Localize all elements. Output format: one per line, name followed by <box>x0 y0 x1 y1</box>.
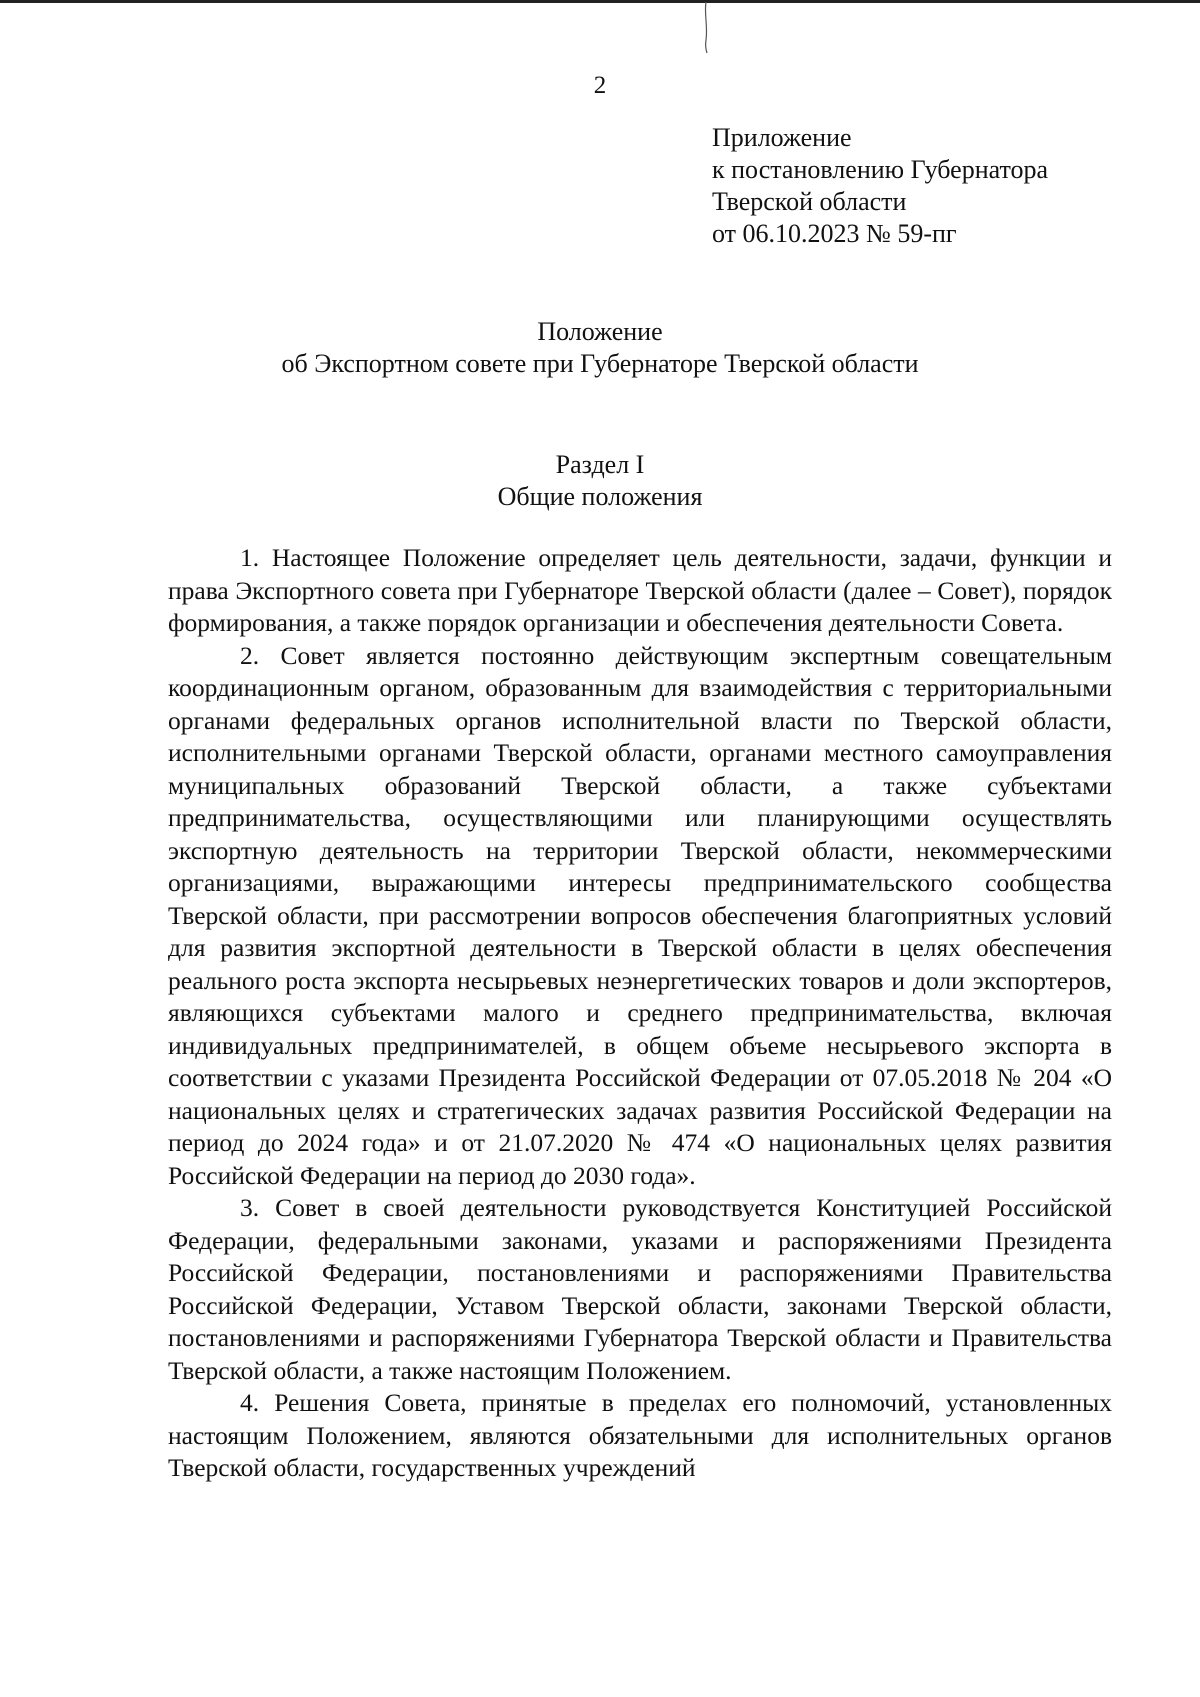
scan-artifact-mark <box>703 0 709 54</box>
paragraph: 3. Совет в своей деятельности руководствуется Конституцией Российской Федерации, федеральными законами, указами и распоряжениями Президента Российской Федерации, постановлениями и распоряжениями Правительства Российской Федерации, Уставом Тверской области, законами Тверской области, постановлениями и распоряжениями Губернатора Тверской области и Правительства Тверской области, а также настоящим Положением. <box>168 1193 1112 1385</box>
appendix-line: от 06.10.2023 № 59-пг <box>712 219 957 248</box>
section-heading <box>0 449 1200 513</box>
appendix-line: к постановлению Губернатора <box>712 155 1049 184</box>
paragraph: 2. Совет является постоянно действующим экспертным совещательным координационным органом, образованным для взаимодействия с территориальными органами федеральных органов исполнительной власти по Тверской области, исполнительными органами Тверской области, органами местного самоуправления муниципальных образований Тверской области, а также субъектами предпринимательства, осуществляющими или планирующими осуществлять экспортную деятельность на территории Тверской области, некоммерческими организациями, выражающими интересы предпринимательского сообщества Тверской области, при рассмотрении вопросов обеспечения благоприятных условий для развития экспортной деятельности в Тверской области в целях обеспечения реального роста экспорта несырьевых неэнергетических товаров и доли экспортеров, являющихся субъектами малого и среднего предпринимательства, включая индивидуальных предпринимателей, в общем объеме несырьевого экспорта в соответствии с указами Президента Российской Федерации от 07.05.2018 № 204 «О национальных целях и стратегических задачах развития Российской Федерации на период до 2024 года» и от 21.07.2020 № 474 «О национальных целях развития Российской Федерации на период до 2030 года». <box>168 640 1112 1190</box>
document-title <box>0 316 1200 380</box>
scan-top-edge <box>0 0 1200 3</box>
paragraph: 4. Решения Совета, принятые в пределах его полномочий, установленных настоящим Положением, являются обязательными для исполнительных органов Тверской области, государственных учреждений <box>168 1388 1112 1482</box>
appendix-line: Приложение <box>712 123 852 152</box>
page-number: 2 <box>593 72 607 99</box>
paragraph: 1. Настоящее Положение определяет цель деятельности, задачи, функции и права Экспортного совета при Губернаторе Тверской области (далее – Совет), порядок формирования, а также порядок организации и обеспечения деятельности Совета. <box>168 543 1112 637</box>
document-body <box>168 542 1112 1485</box>
title-line: Положение <box>537 317 663 346</box>
appendix-line: Тверской области <box>712 187 907 216</box>
appendix-header <box>712 122 1048 250</box>
section-number: Раздел I <box>555 450 645 479</box>
section-name: Общие положения <box>497 482 703 511</box>
title-line: об Экспортном совете при Губернаторе Тверской области <box>281 349 919 378</box>
